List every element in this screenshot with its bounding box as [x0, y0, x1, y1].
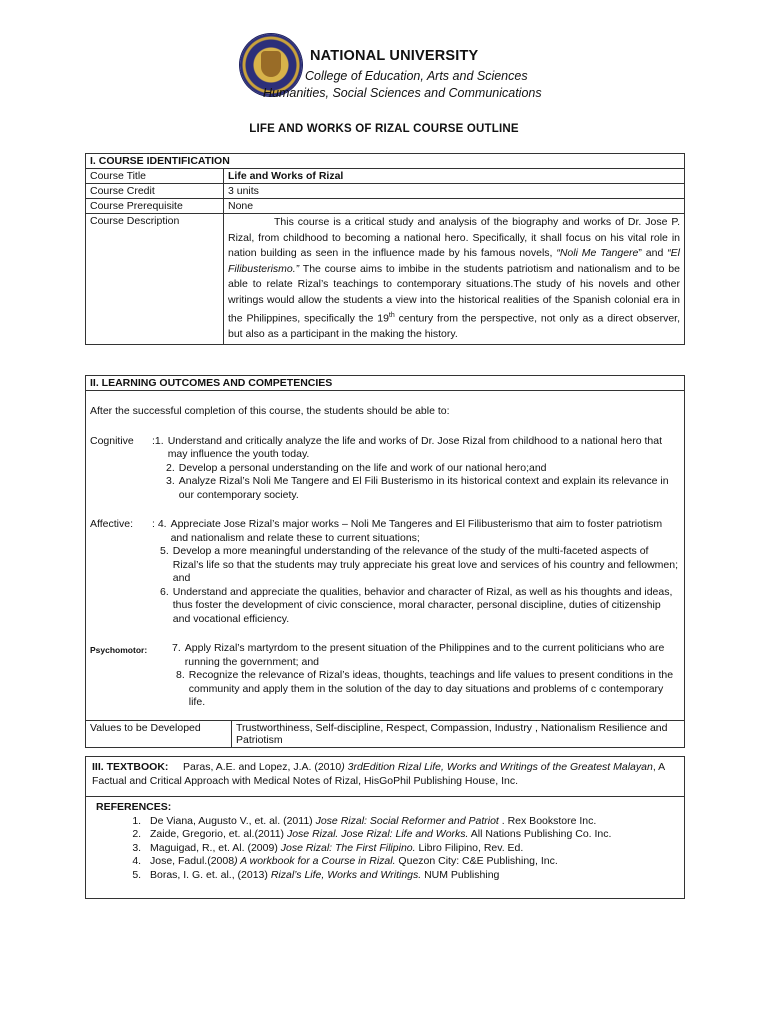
outcomes-lead: After the successful completion of this course, the students should be able to: [90, 405, 450, 417]
item-text: Develop a personal understanding on the life and work of our national hero;and [178, 461, 547, 474]
ref-authors: De Viana, Augusto V., et. al. (2011) [150, 814, 316, 827]
values-label: Values to be Developed [86, 720, 232, 747]
textbook-label: III. TEXTBOOK: [92, 761, 169, 773]
ref-publisher: NUM Publishing [421, 868, 500, 881]
item-number: :1. [152, 434, 164, 447]
section-title-learning-outcomes: II. LEARNING OUTCOMES AND COMPETENCIES [86, 376, 685, 391]
list-item [152, 518, 678, 545]
item-number: 7. [172, 642, 181, 654]
learning-outcomes-body [86, 391, 685, 721]
textbook-references-table [85, 756, 685, 899]
item-number: : 4. [152, 518, 167, 530]
section-title-course-identification: I. COURSE IDENTIFICATION [86, 154, 685, 169]
textbook-title: ) 3rdEdition Rizal Life, Works and Writings of the Greatest Malayan [341, 761, 653, 773]
table-row [86, 184, 685, 199]
list-item [152, 545, 678, 586]
ref-publisher: Libro Filipino, Rev. Ed. [415, 841, 524, 854]
college-name: College of Education, Arts and Sciences [305, 69, 528, 83]
table-row [86, 169, 685, 184]
ref-title: Jose Rizal. Jose Rizal: Life and Works. [286, 828, 469, 840]
item-text: Recognize the relevance of Rizal’s ideas, thoughts, teachings and life values to present conditions in the community and apply them in the solution of the day to day situations and problems of c contemporary life. [188, 669, 674, 708]
list-item [144, 828, 678, 842]
references-list [92, 815, 678, 883]
item-number: 2. [166, 461, 175, 474]
desc-and: ” and [638, 247, 668, 259]
list-item [144, 815, 678, 829]
ref-authors: Maguigad, R., et. Al. (2009) [150, 841, 281, 854]
item-text: Understand and appreciate the qualities, behavior and character of Rizal, as well as his thoughts and ideas, thus foster the development of civic conscience, moral character, personal discipline, duties of citizenship and vocational efficiency. [172, 585, 673, 625]
letterhead [0, 28, 768, 108]
affective-items [152, 518, 678, 626]
learning-outcomes-table [85, 375, 685, 748]
row-label: Course Title [86, 169, 224, 184]
item-text: Appreciate Jose Rizal’s major works – Noli Me Tangeres and El Filibusterismo that aim to foster patriotism and nationalism and relate these to current situations; [170, 518, 663, 544]
ref-title: ) A workbook for a Course in Rizal. [234, 855, 396, 867]
table-row [86, 214, 685, 345]
department-name: Humanities, Social Sciences and Communications [263, 86, 542, 100]
ref-title: Jose Rizal: Social Reformer and Patriot [315, 814, 499, 827]
psychomotor-label: Psychomotor: [90, 645, 148, 655]
list-item [144, 869, 678, 883]
row-label: Course Description [86, 214, 224, 345]
course-credit-value: 3 units [224, 184, 685, 199]
row-label: Course Prerequisite [86, 199, 224, 214]
list-item [172, 642, 678, 669]
ref-title: Rizal’s Life, Works and Writings. [270, 868, 422, 881]
textbook-cell [86, 757, 685, 797]
ref-authors: Boras, I. G. et. al., (2013) [150, 868, 271, 881]
item-number: 8. [176, 669, 185, 681]
list-item [144, 855, 678, 869]
ref-authors: Zaide, Gregorio, et. al.(2011) [150, 828, 287, 840]
course-identification-table [85, 153, 685, 345]
cognitive-label: Cognitive [90, 434, 134, 447]
references-title: REFERENCES: [96, 801, 172, 813]
item-text: Develop a more meaningful understanding of the relevance of the study of the multi-faceted aspects of Rizal’s life so that the students may truly appreciate his great love and services of his country and fellowmen; and [172, 545, 678, 584]
university-name: NATIONAL UNIVERSITY [310, 48, 479, 64]
desc-part2: The course aims to imbibe in the students patriotism and nationalism and to be able to relate Rizal’s teachings to contemporary situations.The study of his novels and other writings would allow the students a view into the historical realities of the Spanish colonial era in the Philippines, specifically the 19 [228, 262, 680, 325]
item-text: Apply Rizal’s martyrdom to the present situation of the Philippines and to the current politicians who are running the government; and [184, 642, 665, 668]
list-item [152, 475, 678, 502]
novel-fili: “El Filibusterismo.” [228, 247, 680, 275]
item-number: 5. [160, 545, 169, 557]
cognitive-items [152, 435, 678, 503]
course-title-value: Life and Works of Rizal [224, 169, 685, 184]
item-number: 6. [160, 585, 169, 598]
affective-label: Affective: [90, 518, 133, 530]
cognitive-group [90, 435, 678, 503]
psychomotor-items [172, 642, 678, 710]
ref-publisher: All Nations Publishing Co. Inc. [468, 828, 612, 840]
item-number: 3. [166, 475, 175, 487]
novel-noli: “Noli Me Tangere [556, 247, 639, 259]
ref-authors: Jose, Fadul.(2008 [150, 855, 235, 867]
table-row [86, 199, 685, 214]
course-description [224, 214, 685, 345]
list-item [152, 462, 678, 476]
row-label: Course Credit [86, 184, 224, 199]
list-item [172, 669, 678, 710]
references-cell [86, 797, 685, 899]
ref-title: Jose Rizal: The First Filipino. [280, 841, 416, 854]
ref-publisher: Quezon City: C&E Publishing, Inc. [395, 855, 558, 867]
psychomotor-group [90, 642, 678, 710]
course-prerequisite-value: None [224, 199, 685, 214]
desc-part1: This course is a critical study and analysis of the biography and works of Dr. Jose P. Rizal, from childhood to becoming a national hero. Specifically, it shall focus on his vital role in nation building as seen in the influence made by his famous novels, [228, 216, 680, 259]
desc-part3: century from the perspective, not only as a direct observer, but also as a participant in the making the history. [228, 312, 680, 340]
textbook-authors: Paras, A.E. and Lopez, J.A. (2010 [183, 761, 342, 773]
item-text: Analyze Rizal’s Noli Me Tangere and El Fili Busterismo in its historical context and explain its relevance in our contemporary society. [178, 475, 669, 501]
table-row [86, 720, 685, 747]
values-text: Trustworthiness, Self-discipline, Respect, Compassion, Industry , Nationalism Resilience and Patriotism [232, 720, 685, 747]
list-item [152, 586, 678, 627]
list-item [152, 435, 678, 462]
item-text: Understand and critically analyze the life and works of Dr. Jose Rizal from childhood to a national hero that may influence the youth today. [167, 434, 663, 460]
desc-sup: th [388, 312, 395, 319]
affective-group [90, 518, 678, 626]
ref-publisher: . Rex Bookstore Inc. [498, 814, 597, 827]
textbook-details: , A Factual and Critical Approach with Medical Notes of Rizal, HisGoPhil Publishing House, Inc. [92, 761, 665, 787]
document-title: LIFE AND WORKS OF RIZAL COURSE OUTLINE [249, 123, 519, 135]
list-item [144, 842, 678, 856]
